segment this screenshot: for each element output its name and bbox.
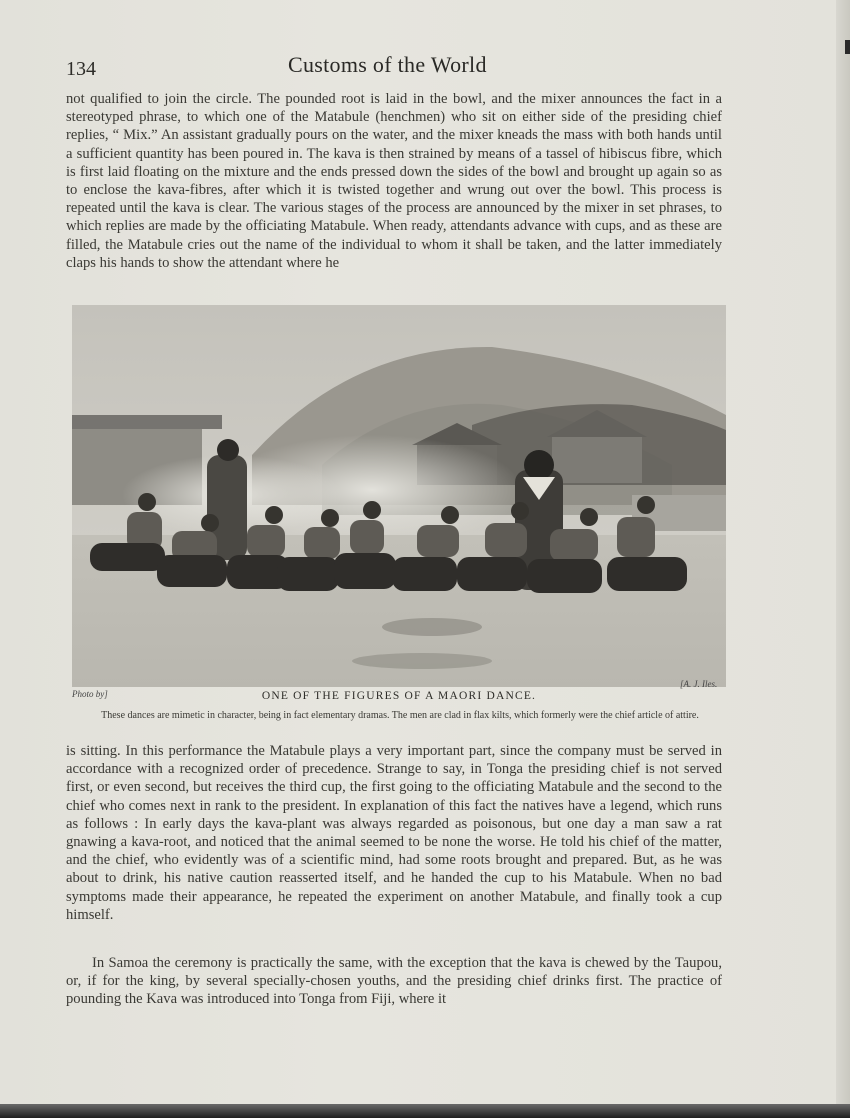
woman-head	[217, 439, 239, 461]
page-edge	[836, 0, 850, 1118]
page-header	[66, 50, 726, 84]
house	[552, 435, 642, 483]
figure-title: ONE OF THE FIGURES OF A MAORI DANCE.	[261, 690, 537, 702]
paragraph-text: is sitting. In this performance the Matabule plays a very important part, since the company must be served in accordance with a recognized order of precedence. Strange to say, in Tonga the presiding chief is not served first, or even second, but receives the third cup, the first going to the officiating Matabule and the second to the chief who comes next in rank to the president. In explanation of this fact the natives have a legend, which runs as follows : In early days the kava-plant was always regarded as poisonous, but one day a man saw a rat gnawing a kava-root, and noticed that the animal seemed to be none the worse. He told his chief of the matter, and the chief, who evidently was of a scientific mind, had some roots brought and prepared. But, as he was about to drink, his native caution reasserted itself, and he handed the cup to his Matabule. When no bad symptoms made their appearance, he repeated the experiment on another Matabule, and finally took a cup himself.	[66, 743, 722, 923]
figure-caption: These dances are mimetic in character, being in fact elementary dramas. The men are clad in flax kilts, which formerly were the chief article of attire.	[101, 710, 699, 721]
paragraph-3	[66, 954, 722, 1009]
scan-bottom-edge	[0, 1104, 850, 1118]
paragraph-2	[66, 742, 722, 924]
photo-illustration	[72, 305, 726, 687]
maori-dance-photo	[72, 305, 726, 687]
running-title: Customs of the World	[288, 52, 487, 77]
paragraph-1	[66, 90, 722, 272]
photo-credit-left: Photo by]	[72, 689, 108, 699]
paragraph-text: not qualified to join the circle. The pounded root is laid in the bowl, and the mixer announces the fact in a stereotyped phrase, to which one of the Matabule (henchmen) who sit on either side of the presiding chief replies, “ Mix.” An assistant gradually pours on the water, and the mixer kneads the mass with both hands until a sufficient quantity has been poured in. The kava is then strained by means of a tassel of hibiscus fibre, which is first laid floating on the mixture and the ends pressed down the sides of the bowl and brought up again so as to enclose the kava-fibres, after which it is twisted together and wrung out over the bowl. This process is repeated until the kava is clear. The various stages of the process are announced by the mixer in set phrases, to which replies are made by the officiating Matabule. When ready, attendants advance with cups, and as these are filled, the Matabule cries out the name of the individual to whom it shall be taken, and the latter immediately claps his hands to show the attendant where he	[66, 91, 722, 271]
page-number: 134	[66, 58, 96, 80]
chief-head	[524, 450, 554, 480]
grass-patch	[382, 618, 482, 636]
roof-left	[72, 415, 222, 429]
photo-credit-right: [A. J. Iles.	[680, 679, 718, 689]
edge-mark	[845, 40, 850, 54]
paragraph-text: In Samoa the ceremony is practically the same, with the exception that the kava is chewed by the Taupou, or, if for the king, by several specially-chosen youths, and the presiding chief drinks first. The practice of pounding the Kava was introduced into Tonga from Fiji, where it	[66, 955, 722, 1008]
grass-patch	[352, 653, 492, 669]
